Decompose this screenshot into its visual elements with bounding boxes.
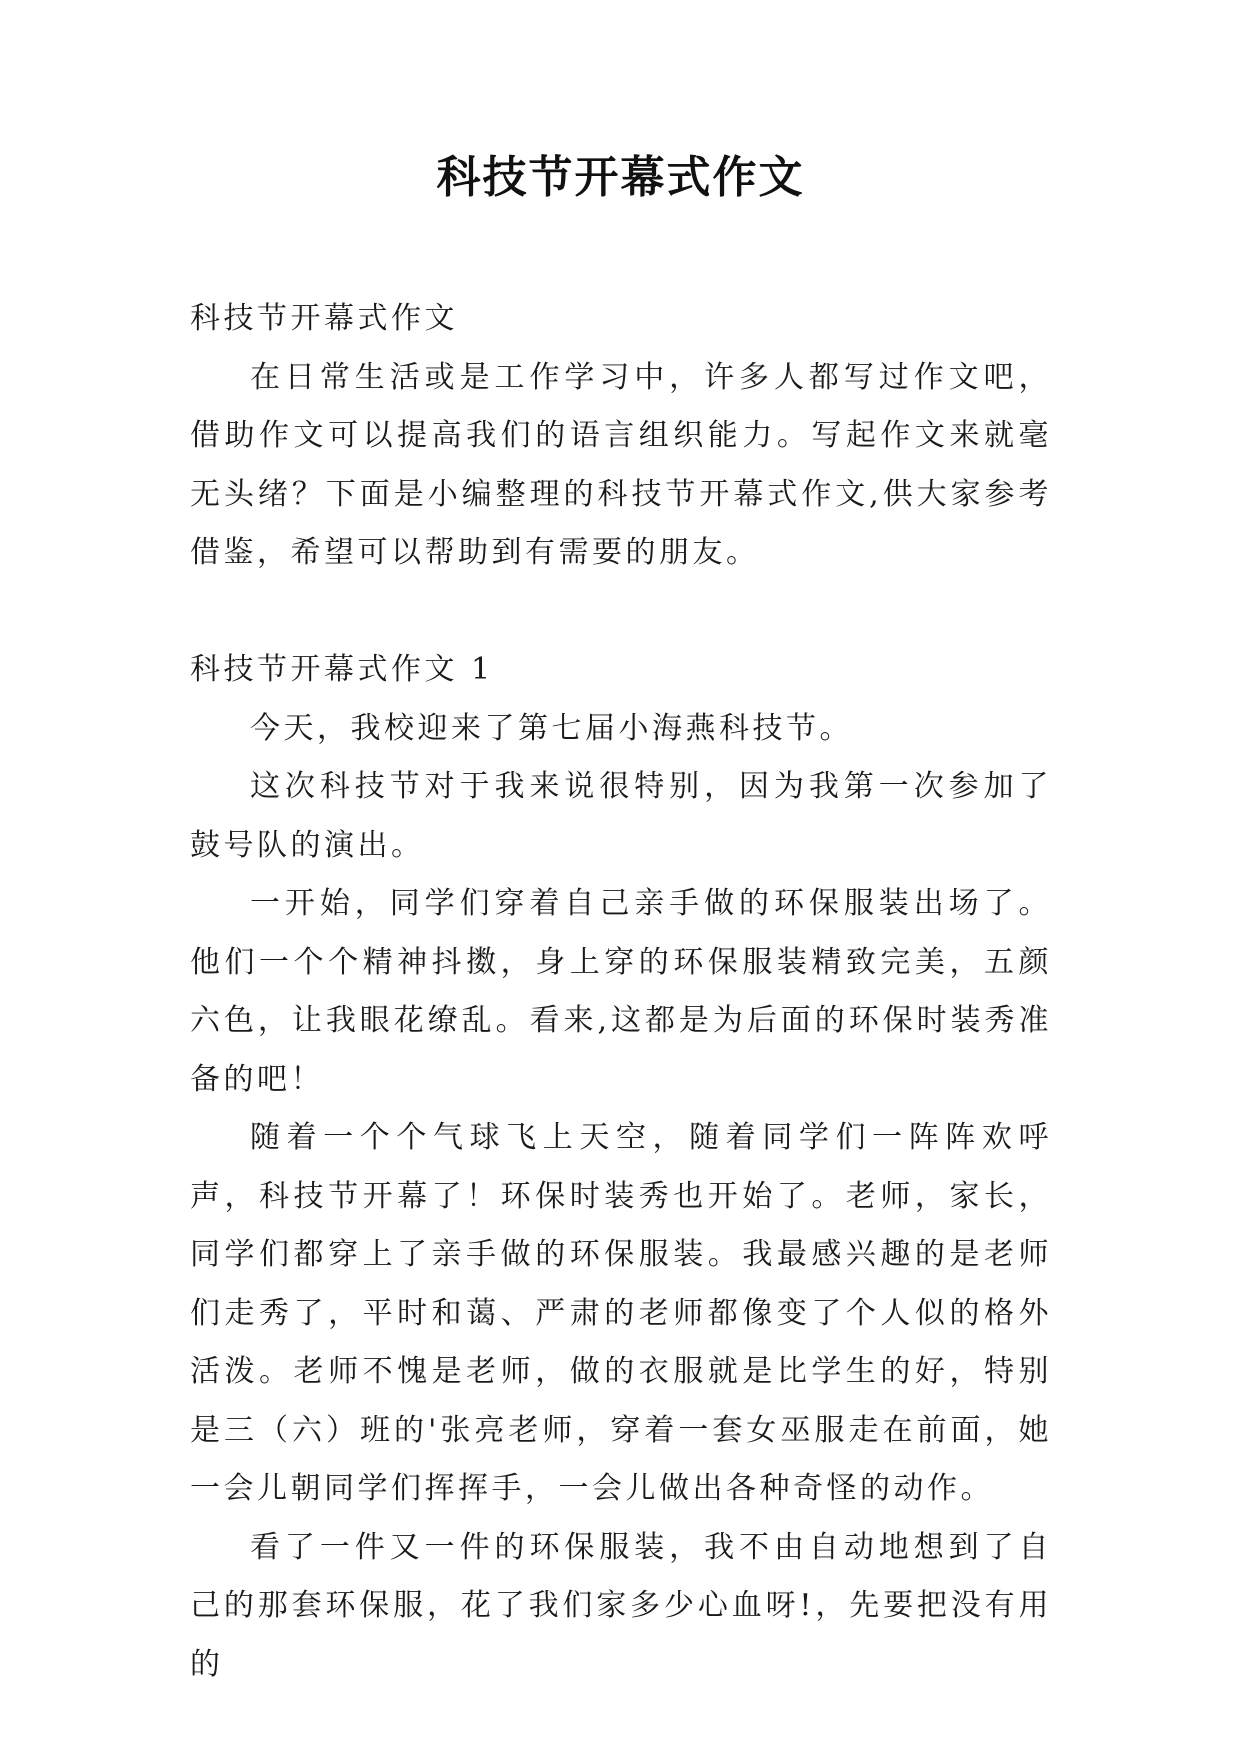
section1-paragraph-3: 一开始，同学们穿着自己亲手做的环保服装出场了。他们一个个精神抖擞，身上穿的环保服装精致完美，五颜六色，让我眼花缭乱。看来,这都是为后面的环保时装秀准备的吧！ xyxy=(190,886,1052,1097)
intro-paragraph: 在日常生活或是工作学习中，许多人都写过作文吧，借助作文可以提高我们的语言组织能力。写起作文来就毫无头绪？下面是小编整理的科技节开幕式作文,供大家参考借鉴，希望可以帮助到有需要的朋友。 xyxy=(190,359,1052,570)
section1-heading: 科技节开幕式作文 1 xyxy=(190,652,494,687)
section1-paragraph-5: 看了一件又一件的环保服装，我不由自动地想到了自己的那套环保服，花了我们家多少心血呀!，先要把没有用的 xyxy=(190,1529,1052,1682)
section1-paragraph-4: 随着一个个气球飞上天空，随着同学们一阵阵欢呼声，科技节开幕了！环保时装秀也开始了。老师，家长，同学们都穿上了亲手做的环保服装。我最感兴趣的是老师们走秀了，平时和蔼、严肃的老师都像变了个人似的格外活泼。老师不愧是老师，做的衣服就是比学生的好，特别是三（六）班的'张亮老师，穿着一套女巫服走在前面，她一会儿朝同学们挥挥手，一会儿做出各种奇怪的动作。 xyxy=(190,1120,1052,1506)
intro-heading: 科技节开幕式作文 xyxy=(190,301,458,336)
section1-paragraph-1: 今天，我校迎来了第七届小海燕科技节。 xyxy=(250,710,853,746)
section1-paragraph-2: 这次科技节对于我来说很特别，因为我第一次参加了鼓号队的演出。 xyxy=(190,769,1052,863)
section-spacer xyxy=(190,583,1052,642)
document-title: 科技节开幕式作文 xyxy=(436,152,805,203)
document-body xyxy=(190,290,1052,1694)
